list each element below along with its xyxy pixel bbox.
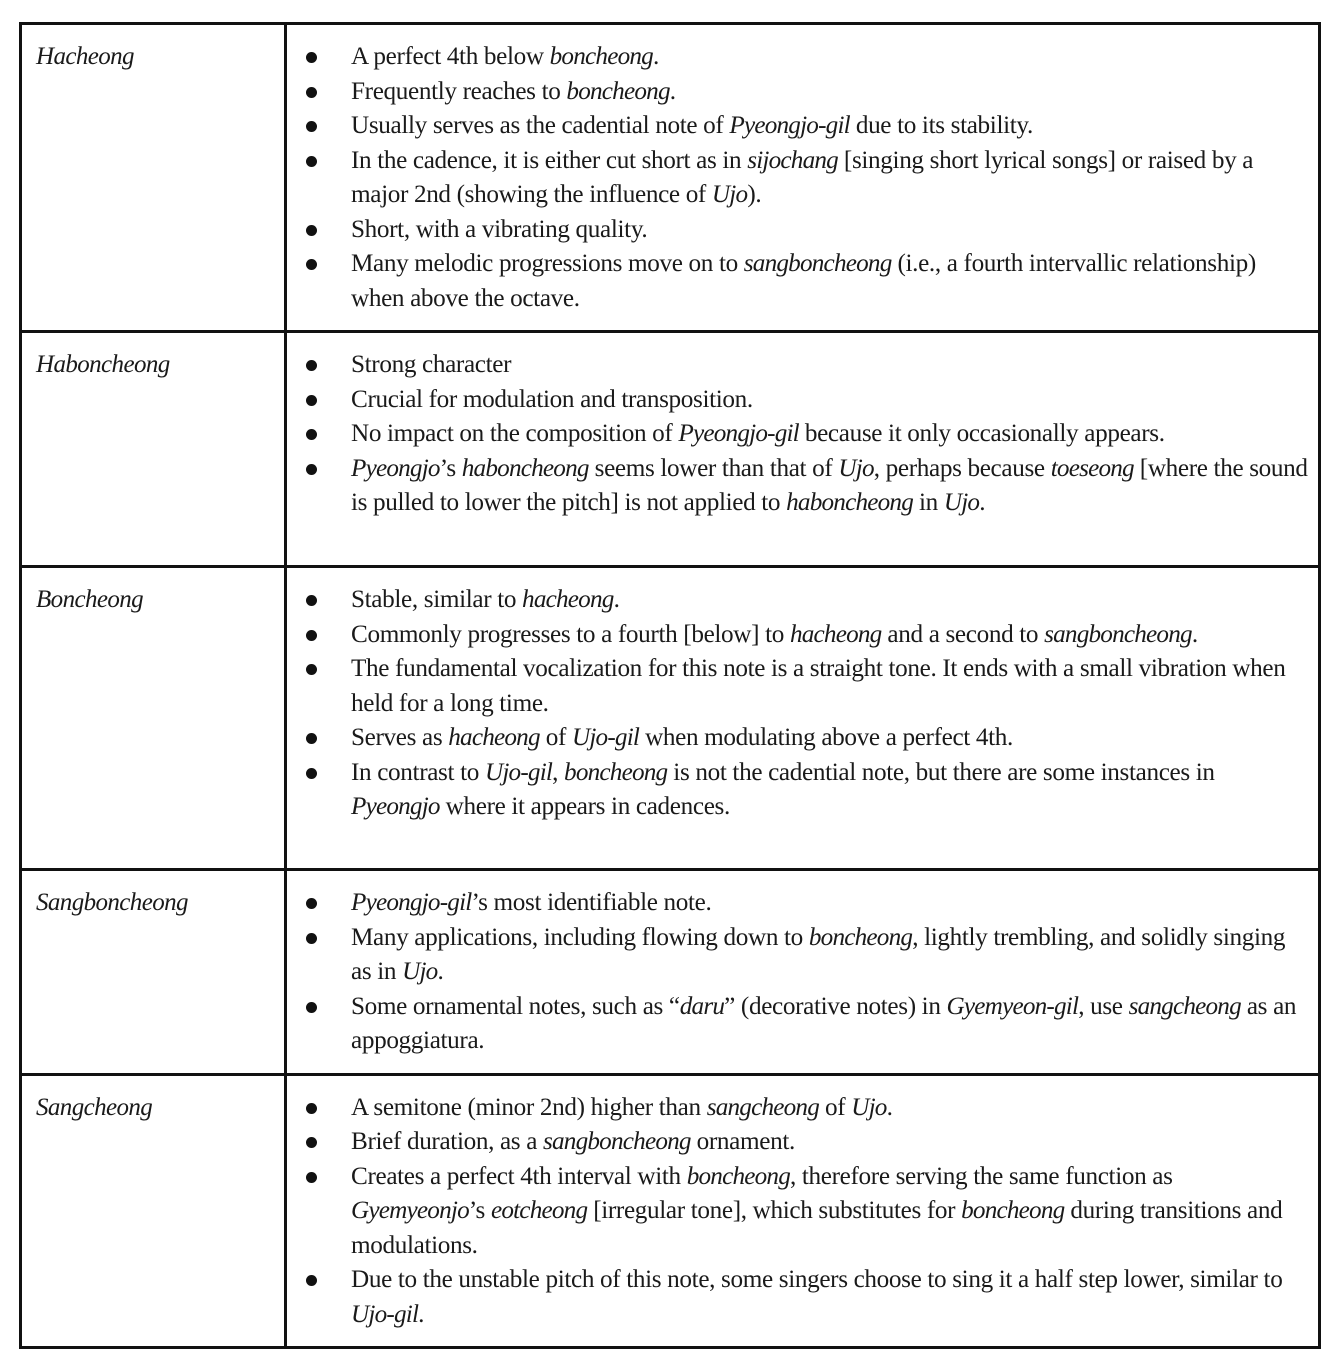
italic-term: sijochang xyxy=(747,146,838,174)
italic-term: Gyemyeonjo xyxy=(351,1197,469,1224)
term-cell xyxy=(21,1074,286,1348)
bullet-dot-icon xyxy=(306,87,317,98)
description-cell xyxy=(286,24,1320,332)
text-run: A perfect 4th below xyxy=(351,43,550,70)
text-run: ’s xyxy=(468,1197,491,1224)
text-run: Many melodic progressions move on to xyxy=(351,250,744,277)
text-run: Frequently reaches to xyxy=(351,77,567,105)
bullet-dot-icon xyxy=(306,225,317,236)
text-run: . xyxy=(886,1093,893,1121)
term-cell xyxy=(21,24,286,332)
bullet-dot-icon xyxy=(306,1002,317,1013)
italic-term: eotcheong xyxy=(490,1197,588,1224)
description-cell xyxy=(286,567,1320,870)
bullet-item xyxy=(287,1263,1308,1332)
bullet-dot-icon xyxy=(306,156,317,167)
text-run: where it appears in cadences. xyxy=(439,793,730,820)
bullet-dot-icon xyxy=(306,360,317,371)
text-run: . xyxy=(979,489,986,516)
bullet-item xyxy=(287,721,1308,756)
italic-term: boncheong xyxy=(564,758,668,786)
text-run: ’s xyxy=(439,454,462,482)
text-run: , perhaps because xyxy=(873,454,1051,482)
text-run: because it only occasionally appears. xyxy=(798,420,1165,447)
term-label: Sangboncheong xyxy=(36,889,188,916)
text-run: of xyxy=(539,724,572,751)
bullet-dot-icon xyxy=(306,464,317,475)
text-run: , therefore serving the same function as xyxy=(790,1162,1173,1190)
text-run: Stable, similar to xyxy=(351,586,523,613)
bullet-item xyxy=(287,75,1308,110)
bullet-item xyxy=(287,921,1308,990)
italic-term: daru xyxy=(679,992,725,1020)
italic-term: Gyemyeon-gil xyxy=(946,992,1079,1020)
text-run: Crucial for modulation and transposition. xyxy=(351,385,753,413)
term-cell xyxy=(21,332,286,567)
italic-term: sangboncheong xyxy=(1044,620,1192,648)
italic-term: boncheong xyxy=(549,43,653,70)
italic-term: Pyeongjo-gil xyxy=(678,420,799,447)
text-run: ). xyxy=(747,181,762,208)
text-run: Brief duration, as a xyxy=(351,1128,543,1155)
text-run: , use xyxy=(1078,992,1129,1020)
text-run: . xyxy=(652,43,659,70)
text-run: A semitone (minor 2nd) higher than xyxy=(351,1093,707,1121)
term-label: Hacheong xyxy=(36,43,134,70)
text-run: , xyxy=(552,758,565,786)
italic-term: hacheong xyxy=(522,586,614,613)
bullet-dot-icon xyxy=(306,52,317,63)
bullet-item xyxy=(287,1125,1308,1160)
text-run: and a second to xyxy=(881,620,1045,648)
bullet-dot-icon xyxy=(306,429,317,440)
text-run: [where the sound is pulled to lower the pitch] is not applied to xyxy=(351,454,1308,516)
text-run: In the cadence, it is either cut short as in xyxy=(351,146,748,174)
italic-term: boncheong xyxy=(686,1162,791,1190)
table-row xyxy=(21,24,1320,332)
description-cell xyxy=(286,870,1320,1075)
italic-term: Ujo xyxy=(402,958,438,985)
bullet-dot-icon xyxy=(306,933,317,944)
italic-term: Pyeongjo-gil xyxy=(729,112,850,139)
text-run: Commonly progresses to a fourth [below] to xyxy=(351,620,790,648)
bullet-list xyxy=(287,1076,1318,1347)
text-run: [singing short lyrical songs] or raised by a major 2nd (showing the influence of xyxy=(351,146,1254,208)
italic-term: Ujo xyxy=(711,181,748,208)
table-row xyxy=(21,1074,1320,1348)
text-run: ” (decorative notes) in xyxy=(724,992,947,1020)
text-run: The fundamental vocalization for this note is a straight tone. It ends with a small vibration when held for a long time. xyxy=(351,655,1286,717)
text-run: Serves as xyxy=(351,724,449,751)
italic-term: Ujo xyxy=(943,489,980,516)
italic-term: Pyeongjo xyxy=(351,793,440,820)
text-run: Usually serves as the cadential note of xyxy=(351,112,730,139)
bullet-list xyxy=(287,333,1318,535)
italic-term: boncheong xyxy=(961,1197,1065,1224)
italic-term: sangboncheong xyxy=(543,1128,691,1155)
bullet-dot-icon xyxy=(306,1103,317,1114)
bullet-dot-icon xyxy=(306,121,317,132)
term-label: Boncheong xyxy=(36,586,144,613)
text-run: when modulating above a perfect 4th. xyxy=(639,724,1013,751)
table-row xyxy=(21,870,1320,1075)
italic-term: Ujo xyxy=(851,1093,887,1121)
bullet-dot-icon xyxy=(306,898,317,909)
bullet-item xyxy=(287,886,1308,921)
term-cell xyxy=(21,870,286,1075)
text-run: . xyxy=(437,958,444,985)
bullet-item xyxy=(287,247,1308,316)
bullet-item xyxy=(287,144,1308,213)
bullet-list xyxy=(287,25,1318,330)
term-label: Sangcheong xyxy=(36,1093,153,1121)
text-run: Strong character xyxy=(351,351,512,378)
bullet-item xyxy=(287,1091,1308,1126)
italic-term: Ujo-gil xyxy=(351,1300,419,1328)
bullet-dot-icon xyxy=(306,768,317,779)
bullet-item xyxy=(287,383,1308,418)
italic-term: sangboncheong xyxy=(743,250,892,277)
italic-term: Pyeongjo-gil xyxy=(351,889,472,916)
text-run: is not the cadential note, but there are some instances in xyxy=(667,758,1215,786)
bullet-item xyxy=(287,213,1308,248)
text-run: Due to the unstable pitch of this note, some singers choose to sing it a half step lower, similar to xyxy=(351,1266,1283,1293)
bullet-list xyxy=(287,871,1318,1073)
bullet-dot-icon xyxy=(306,630,317,641)
note-characteristics-table xyxy=(19,22,1321,1349)
italic-term: hacheong xyxy=(789,620,882,648)
table-row xyxy=(21,332,1320,567)
bullet-item xyxy=(287,40,1308,75)
italic-term: Ujo-gil xyxy=(484,758,553,786)
bullet-item xyxy=(287,652,1308,721)
bullet-item xyxy=(287,990,1308,1059)
text-run: . xyxy=(1191,620,1198,648)
bullet-dot-icon xyxy=(306,1137,317,1148)
italic-term: toeseong xyxy=(1050,454,1134,482)
italic-term: Pyeongjo xyxy=(351,454,440,482)
term-label: Haboncheong xyxy=(36,351,170,378)
bullet-item xyxy=(287,109,1308,144)
text-run: ’s most identifiable note. xyxy=(471,889,712,916)
text-run: No impact on the composition of xyxy=(351,420,679,447)
bullet-item xyxy=(287,1160,1308,1264)
description-cell xyxy=(286,332,1320,567)
bullet-item xyxy=(287,452,1308,521)
text-run: . xyxy=(613,586,620,613)
text-run: . xyxy=(418,1300,425,1328)
text-run: , lightly trembling, and solidly singing as in xyxy=(351,923,1286,985)
text-run: (i.e., a fourth intervallic relationship) when above the octave. xyxy=(351,250,1256,312)
term-cell xyxy=(21,567,286,870)
bullet-item xyxy=(287,618,1308,653)
text-run: ornament. xyxy=(690,1128,795,1155)
bullet-dot-icon xyxy=(306,733,317,744)
italic-term: Ujo xyxy=(838,454,874,482)
text-run: Some ornamental notes, such as “ xyxy=(351,992,680,1020)
bullet-dot-icon xyxy=(306,395,317,406)
italic-term: sangcheong xyxy=(706,1093,820,1121)
bullet-dot-icon xyxy=(306,664,317,675)
bullet-item xyxy=(287,348,1308,383)
italic-term: boncheong xyxy=(566,77,670,105)
text-run: due to its stability. xyxy=(849,112,1033,139)
italic-term: haboncheong xyxy=(786,489,914,516)
bullet-list xyxy=(287,568,1318,839)
italic-term: sangcheong xyxy=(1128,992,1241,1020)
text-run: [irregular tone], which substitutes for xyxy=(587,1197,962,1224)
table-row xyxy=(21,567,1320,870)
text-run: Short, with a vibrating quality. xyxy=(351,215,648,243)
text-run: . xyxy=(669,77,676,105)
text-run: In contrast to xyxy=(351,758,485,786)
text-run: as an appoggiatura. xyxy=(351,992,1297,1054)
bullet-dot-icon xyxy=(306,1275,317,1286)
bullet-dot-icon xyxy=(306,595,317,606)
italic-term: boncheong xyxy=(808,923,913,951)
text-run: in xyxy=(913,489,944,516)
text-run: Many applications, including flowing down to xyxy=(351,923,809,951)
bullet-item xyxy=(287,756,1308,825)
text-run: seems lower than that of xyxy=(588,454,839,482)
italic-term: Ujo-gil xyxy=(571,724,640,751)
bullet-item xyxy=(287,583,1308,618)
text-run: of xyxy=(819,1093,852,1121)
description-cell xyxy=(286,1074,1320,1348)
bullet-item xyxy=(287,417,1308,452)
italic-term: hacheong xyxy=(448,724,540,751)
bullet-dot-icon xyxy=(306,1172,317,1183)
text-run: during transitions and modulations. xyxy=(351,1197,1283,1259)
italic-term: haboncheong xyxy=(461,454,589,482)
text-run: Creates a perfect 4th interval with xyxy=(351,1162,687,1190)
bullet-dot-icon xyxy=(306,259,317,270)
